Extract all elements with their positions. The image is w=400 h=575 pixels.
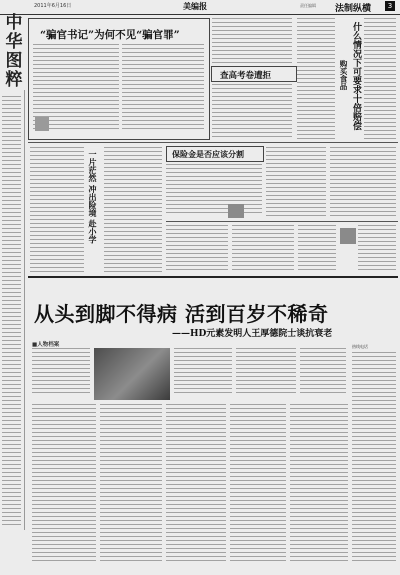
masthead	[0, 13, 28, 90]
main-body	[174, 348, 232, 396]
main-body	[100, 404, 162, 562]
article-1-body	[122, 44, 204, 132]
masthead-char: 华	[5, 32, 23, 52]
article-4-body	[104, 147, 162, 272]
article-3-body	[364, 18, 396, 140]
main-body	[166, 404, 226, 562]
divider	[28, 276, 398, 278]
divider	[28, 142, 398, 143]
article-7-body	[232, 225, 294, 272]
columnist-photo	[228, 204, 244, 218]
main-body	[230, 404, 286, 562]
article-6-body	[330, 147, 396, 219]
article-7-body	[298, 225, 336, 272]
main-body	[236, 348, 296, 396]
article-4-body	[30, 147, 84, 272]
main-body	[32, 348, 90, 396]
feature-photo	[94, 348, 170, 400]
main-headline: 从头到脚不得病 活到百岁不稀奇	[34, 302, 329, 326]
article-7-body	[358, 225, 396, 272]
main-body	[300, 348, 346, 396]
issue-date: 2011年6月16日	[34, 3, 72, 9]
section-title: 法制纵横	[335, 4, 372, 14]
article-3-kicker: 购买食品	[339, 60, 348, 90]
main-body	[290, 404, 348, 562]
divider	[166, 221, 398, 222]
sidebar-text	[2, 96, 21, 526]
editor-line: 责任编辑	[300, 3, 316, 8]
left-sidebar	[0, 90, 25, 530]
columnist-photo	[35, 117, 49, 131]
main-subtitle: ——HD元素发明人王厚德院士谈抗衰老	[172, 329, 333, 339]
masthead-char: 粹	[5, 70, 23, 90]
article-4-title: 一片茫然 冲出险境 赴小学	[88, 150, 98, 244]
page-header	[0, 0, 400, 15]
article-3-title: 什么情况下可要求十倍赔偿	[351, 22, 361, 130]
masthead-char: 中	[5, 13, 23, 33]
article-5-body	[166, 164, 262, 216]
masthead-char: 图	[5, 51, 23, 71]
article-7-body	[166, 225, 228, 272]
paper-name: 美编报	[183, 1, 207, 11]
main-kicker: ■人物档案	[32, 342, 60, 348]
side-column-body	[352, 352, 396, 562]
article-2-body	[212, 84, 292, 138]
side-note: 热线电话	[352, 344, 368, 349]
page-number: 3	[385, 1, 395, 11]
columnist-photo	[340, 228, 356, 244]
article-1-title: “骗官书记”为何不见“骗官罪”	[40, 29, 180, 41]
article-6-body	[266, 147, 326, 219]
article-5-title: 保险金是否应该分割	[172, 149, 244, 159]
article-2-body	[212, 18, 292, 66]
main-body	[32, 404, 96, 562]
article-2-title: 查高考卷遭拒	[220, 71, 272, 81]
article-3-body	[297, 18, 335, 140]
